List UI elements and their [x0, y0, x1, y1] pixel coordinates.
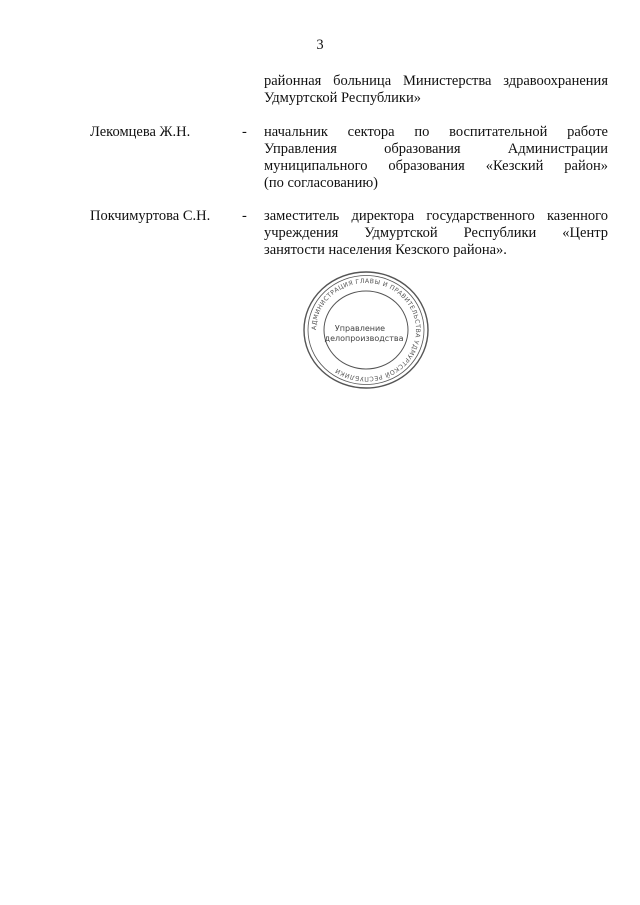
- entry-line: (по согласованию): [264, 175, 378, 191]
- continuation-line: Удмуртской Республики»: [264, 90, 421, 106]
- entry-name: Лекомцева Ж.Н.: [90, 124, 191, 140]
- stamp-seal: [300, 268, 432, 393]
- continuation-line: районная больница Министерства здравоохранения: [264, 73, 608, 89]
- continuation-block: [264, 73, 608, 107]
- entry-line: начальник сектора по воспитательной работе: [264, 124, 608, 140]
- entry-description: [264, 208, 608, 259]
- stamp-center-line1: Управление: [334, 324, 386, 333]
- stamp-ring-text: АДМИНИСТРАЦИЯ ГЛАВЫ И ПРАВИТЕЛЬСТВА УДМУРТСКОЙ РЕСПУБЛИКИ: [310, 277, 422, 383]
- entry-name: Покчимуртова С.Н.: [90, 208, 211, 224]
- entry-description: [264, 124, 608, 192]
- official-stamp: [300, 268, 432, 393]
- entry-line: Управления образования Администрации: [264, 141, 608, 157]
- entry-dash: -: [242, 208, 247, 224]
- page-number: 3: [316, 37, 324, 53]
- entry-line: заместитель директора государственного казенного: [264, 208, 608, 224]
- entry-line: муниципального образования «Кезский район»: [264, 158, 608, 174]
- entry-dash: -: [242, 124, 247, 140]
- stamp-center-line2: делопроизводства: [324, 334, 404, 343]
- entry-line: занятости населения Кезского района».: [264, 242, 507, 258]
- entry-line: учреждения Удмуртской Республики «Центр: [264, 225, 608, 241]
